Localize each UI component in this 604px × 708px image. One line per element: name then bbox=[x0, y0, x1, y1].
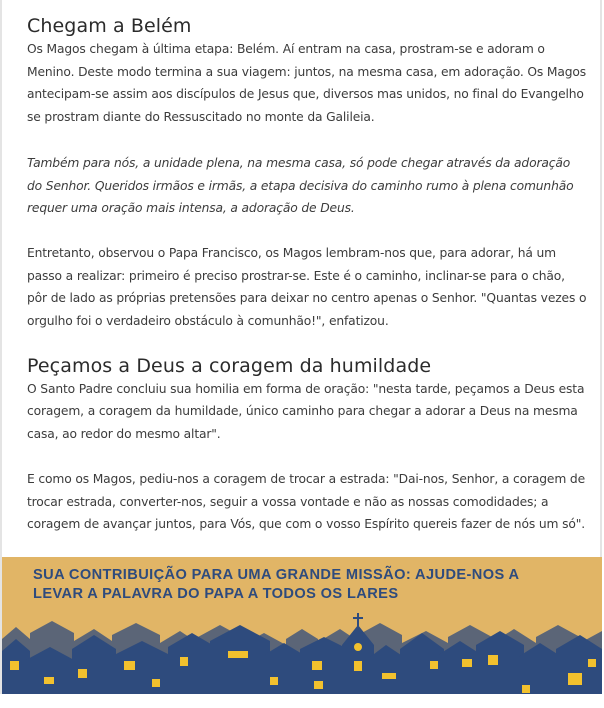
article-body bbox=[27, 14, 587, 536]
footer-strip bbox=[0, 694, 604, 708]
paragraph-italic: Também para nós, a unidade plena, na mesma casa, só pode chegar através da adoração do Senhor. Queridos irmãos e irmãs, a etapa decisiva do caminho rumo à plena comunhão requer uma oração mais intensa, a adoração de Deus. bbox=[27, 155, 574, 216]
donation-banner[interactable] bbox=[2, 557, 602, 694]
houses-silhouette bbox=[2, 613, 602, 694]
section-heading-coragem-humildade: Peçamos a Deus a coragem da humildade bbox=[27, 354, 432, 377]
paragraph: Os Magos chegam à última etapa: Belém. Aí entram na casa, prostram-se e adoram o Menino. Deste modo termina a sua viagem: juntos, na mesma casa, em adoração. Os Magos antecipam-se assim aos discípulos de Jesus que, diversos mas unidos, no final do Evangelho se prostram diante do Ressuscitado no monte da Galileia. bbox=[27, 42, 587, 125]
paragraph: E como os Magos, pediu-nos a coragem de trocar a estrada: "Dai-nos, Senhor, a coragem de trocar estrada, converter-nos, seguir a vossa vontade e não as nossas comodidades; a coragem de avançar juntos, para Vós, que com o vosso Espírito quereis fazer de nós um só". bbox=[27, 471, 585, 532]
section-heading-chegam-a-belem: Chegam a Belém bbox=[27, 15, 192, 37]
paragraph: Entretanto, observou o Papa Francisco, os Magos lembram-nos que, para adorar, há um passo a realizar: primeiro é preciso prostrar-se. Este é o caminho, inclinar-se para o chão, pôr de lado as próprias pretensões para deixar no centro apenas o Senhor. "Quantas vezes o orgulho foi o verdadeiro obstáculo à comunhão!", enfatizou. bbox=[27, 245, 587, 329]
paragraph: O Santo Padre concluiu sua homilia em forma de oração: "nesta tarde, peçamos a Deus esta coragem, a coragem da humildade, único caminho para chegar a adorar a Deus na mesma casa, ao redor do mesmo altar". bbox=[27, 381, 585, 442]
banner-title[interactable]: SUA CONTRIBUIÇÃO PARA UMA GRANDE MISSÃO: AJUDE-NOS A LEVAR A PALAVRA DO PAPA A TODOS OS LARES bbox=[33, 567, 519, 602]
